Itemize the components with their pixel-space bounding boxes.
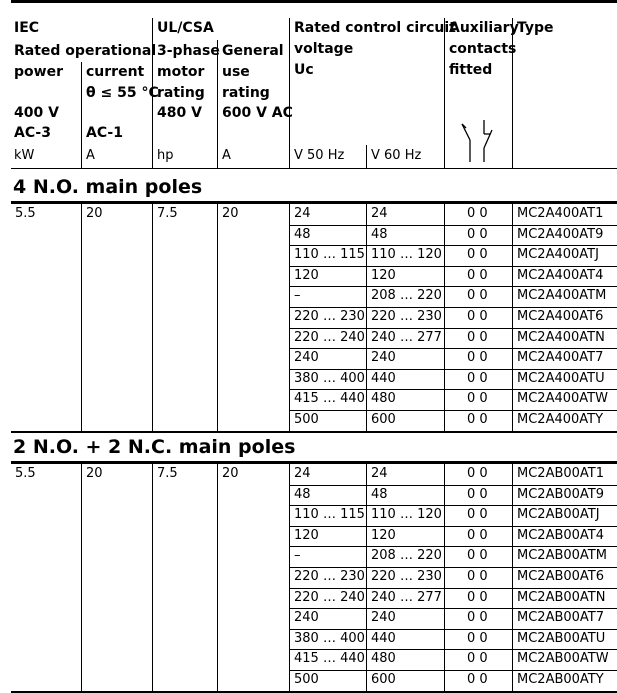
unit-a2: A	[222, 148, 231, 163]
motor-label: motor	[157, 64, 205, 80]
cell-type: MC2AB00AT4	[517, 528, 605, 543]
cell-v60: 48	[371, 227, 388, 242]
voltage-600ac-label: 600 V AC	[222, 105, 293, 121]
header-divider	[366, 145, 367, 168]
cell-hp: 7.5	[157, 466, 178, 481]
cell-aux: 0 0	[467, 569, 488, 584]
cell-v50: 48	[294, 487, 311, 502]
table-row	[11, 206, 617, 223]
voltage-400-label: 400 V	[14, 105, 59, 121]
section-table	[11, 464, 617, 691]
cell-type: MC2A400ATN	[517, 330, 605, 345]
cell-aux: 0 0	[467, 466, 488, 481]
cell-aux: 0 0	[467, 412, 488, 427]
cell-v50: 380 … 400	[294, 371, 365, 386]
section-title: 2 N.O. + 2 N.C. main poles	[13, 436, 296, 458]
cell-type: MC2AB00ATY	[517, 672, 604, 687]
cell-aux: 0 0	[467, 610, 488, 625]
cell-aux: 0 0	[467, 350, 488, 365]
power-label: power	[14, 64, 63, 80]
cell-aux: 0 0	[467, 371, 488, 386]
iec-label: IEC	[14, 20, 40, 36]
table-row	[11, 548, 617, 565]
row-divider	[289, 410, 617, 411]
cell-v50: 220 … 230	[294, 569, 365, 584]
cell-aux: 0 0	[467, 651, 488, 666]
header-divider	[289, 18, 290, 168]
table-row	[11, 371, 617, 388]
cell-type: MC2A400AT1	[517, 206, 604, 221]
cell-type: MC2AB00AT1	[517, 466, 605, 481]
row-divider	[289, 505, 617, 506]
table-row	[11, 631, 617, 648]
cell-hp: 7.5	[157, 206, 178, 221]
cell-kw: 5.5	[15, 466, 36, 481]
cell-type: MC2A400AT7	[517, 350, 604, 365]
cell-v50: 380 … 400	[294, 631, 365, 646]
row-divider	[289, 328, 617, 329]
cell-type: MC2AB00AT7	[517, 610, 605, 625]
contacts-label: contacts	[449, 41, 517, 57]
header-divider	[444, 18, 445, 168]
rated-operational-label: Rated operational	[14, 43, 157, 59]
cell-v60: 220 … 230	[371, 569, 442, 584]
cell-type: MC2A400ATM	[517, 288, 607, 303]
cell-general: 20	[222, 466, 239, 481]
cell-type: MC2AB00ATM	[517, 548, 607, 563]
cell-type: MC2AB00ATW	[517, 651, 609, 666]
header-divider	[217, 40, 218, 168]
cell-v60: 110 … 120	[371, 247, 442, 262]
row-divider	[289, 245, 617, 246]
cell-type: MC2AB00AT9	[517, 487, 605, 502]
cell-v60: 208 … 220	[371, 288, 442, 303]
cell-aux: 0 0	[467, 227, 488, 242]
cell-type: MC2AB00ATN	[517, 590, 606, 605]
cell-type: MC2A400AT4	[517, 268, 604, 283]
cell-type: MC2AB00AT6	[517, 569, 605, 584]
cell-type: MC2AB00ATU	[517, 631, 606, 646]
cell-v50: 240	[294, 610, 319, 625]
cell-aux: 0 0	[467, 330, 488, 345]
cell-v50: –	[294, 548, 301, 563]
cell-v50: 220 … 230	[294, 309, 365, 324]
type-label: Type	[517, 20, 554, 36]
cell-aux: 0 0	[467, 206, 488, 221]
row-divider	[289, 670, 617, 671]
cell-type: MC2A400ATU	[517, 371, 605, 386]
cell-v50: 240	[294, 350, 319, 365]
row-divider	[289, 266, 617, 267]
cell-v50: –	[294, 288, 301, 303]
row-divider	[289, 485, 617, 486]
cell-v50: 415 … 440	[294, 391, 365, 406]
table-row	[11, 672, 617, 689]
row-divider	[289, 649, 617, 650]
row-divider	[289, 588, 617, 589]
table-row	[11, 569, 617, 586]
cell-v50: 24	[294, 206, 311, 221]
row-divider	[289, 389, 617, 390]
cell-v60: 220 … 230	[371, 309, 442, 324]
row-divider	[289, 608, 617, 609]
cell-aux: 0 0	[467, 247, 488, 262]
table-row	[11, 288, 617, 305]
cell-v50: 110 … 115	[294, 507, 365, 522]
row-divider	[289, 348, 617, 349]
cell-v60: 240	[371, 350, 396, 365]
cell-type: MC2A400ATW	[517, 391, 608, 406]
table-row	[11, 268, 617, 285]
voltage-label: voltage	[294, 41, 354, 57]
cell-v50: 120	[294, 528, 319, 543]
cell-v60: 120	[371, 268, 396, 283]
auxiliary-contact-symbol-icon	[456, 116, 498, 164]
cell-v60: 240 … 277	[371, 590, 442, 605]
cell-v50: 500	[294, 672, 319, 687]
row-divider	[289, 225, 617, 226]
cell-type: MC2A400AT9	[517, 227, 604, 242]
cell-aux: 0 0	[467, 309, 488, 324]
cell-v50: 220 … 240	[294, 590, 365, 605]
cell-v60: 120	[371, 528, 396, 543]
row-divider	[289, 567, 617, 568]
row-divider	[289, 369, 617, 370]
cell-v60: 480	[371, 651, 396, 666]
table-row	[11, 330, 617, 347]
table-bottom-border	[11, 431, 617, 433]
unit-hp: hp	[157, 148, 174, 163]
cell-aux: 0 0	[467, 672, 488, 687]
cell-v60: 600	[371, 412, 396, 427]
row-divider	[289, 307, 617, 308]
table-row	[11, 227, 617, 244]
table-row	[11, 247, 617, 264]
row-divider	[289, 546, 617, 547]
voltage-480-label: 480 V	[157, 105, 202, 121]
cell-v50: 500	[294, 412, 319, 427]
three-phase-label: 3-phase	[157, 43, 220, 59]
rated-control-label: Rated control circuit	[294, 20, 456, 36]
unit-v50: V 50 Hz	[294, 148, 345, 163]
section-table	[11, 204, 617, 431]
cell-aux: 0 0	[467, 288, 488, 303]
cell-type: MC2A400ATJ	[517, 247, 599, 262]
cell-v60: 480	[371, 391, 396, 406]
use-label: use	[222, 64, 250, 80]
cell-v60: 440	[371, 371, 396, 386]
row-divider	[289, 629, 617, 630]
table-row	[11, 528, 617, 545]
cell-v50: 110 … 115	[294, 247, 365, 262]
table-row	[11, 309, 617, 326]
cell-v60: 440	[371, 631, 396, 646]
table-row	[11, 651, 617, 668]
cell-v50: 220 … 240	[294, 330, 365, 345]
table-row	[11, 412, 617, 429]
general-label: General	[222, 43, 284, 59]
table-row	[11, 590, 617, 607]
rating-label: rating	[157, 85, 205, 101]
fitted-label: fitted	[449, 62, 493, 78]
table-row	[11, 391, 617, 408]
row-divider	[289, 286, 617, 287]
cell-aux: 0 0	[467, 268, 488, 283]
ulcsa-label: UL/CSA	[157, 20, 214, 36]
cell-aux: 0 0	[467, 590, 488, 605]
unit-a1: A	[86, 148, 95, 163]
cell-v60: 240	[371, 610, 396, 625]
cell-v60: 24	[371, 206, 388, 221]
cell-aux: 0 0	[467, 391, 488, 406]
cell-v50: 24	[294, 466, 311, 481]
cell-type: MC2AB00ATJ	[517, 507, 600, 522]
rating2-label: rating	[222, 85, 270, 101]
unit-v60: V 60 Hz	[371, 148, 422, 163]
uc-label: Uc	[294, 62, 314, 78]
table-row	[11, 466, 617, 483]
table-row	[11, 507, 617, 524]
cell-v60: 240 … 277	[371, 330, 442, 345]
cell-v60: 24	[371, 466, 388, 481]
cell-v50: 415 … 440	[294, 651, 365, 666]
cell-aux: 0 0	[467, 487, 488, 502]
cell-type: MC2A400AT6	[517, 309, 604, 324]
ac1-label: AC-1	[86, 125, 123, 141]
header-divider	[81, 62, 82, 168]
cell-v60: 600	[371, 672, 396, 687]
table-row	[11, 350, 617, 367]
cell-aux: 0 0	[467, 631, 488, 646]
cell-v60: 110 … 120	[371, 507, 442, 522]
temperature-label: θ ≤ 55 °C	[86, 85, 159, 101]
row-divider	[289, 526, 617, 527]
table-row	[11, 610, 617, 627]
current-label: current	[86, 64, 145, 80]
cell-type: MC2A400ATY	[517, 412, 604, 427]
cell-v50: 120	[294, 268, 319, 283]
table-row	[11, 487, 617, 504]
cell-aux: 0 0	[467, 548, 488, 563]
cell-v60: 208 … 220	[371, 548, 442, 563]
cell-v60: 48	[371, 487, 388, 502]
auxiliary-label: Auxiliary	[449, 20, 519, 36]
cell-aux: 0 0	[467, 507, 488, 522]
cell-general: 20	[222, 206, 239, 221]
cell-aux: 0 0	[467, 528, 488, 543]
section-title: 4 N.O. main poles	[13, 176, 203, 198]
cell-kw: 5.5	[15, 206, 36, 221]
ac3-label: AC-3	[14, 125, 51, 141]
cell-current: 20	[86, 466, 103, 481]
cell-v50: 48	[294, 227, 311, 242]
cell-current: 20	[86, 206, 103, 221]
unit-kw: kW	[14, 148, 35, 163]
